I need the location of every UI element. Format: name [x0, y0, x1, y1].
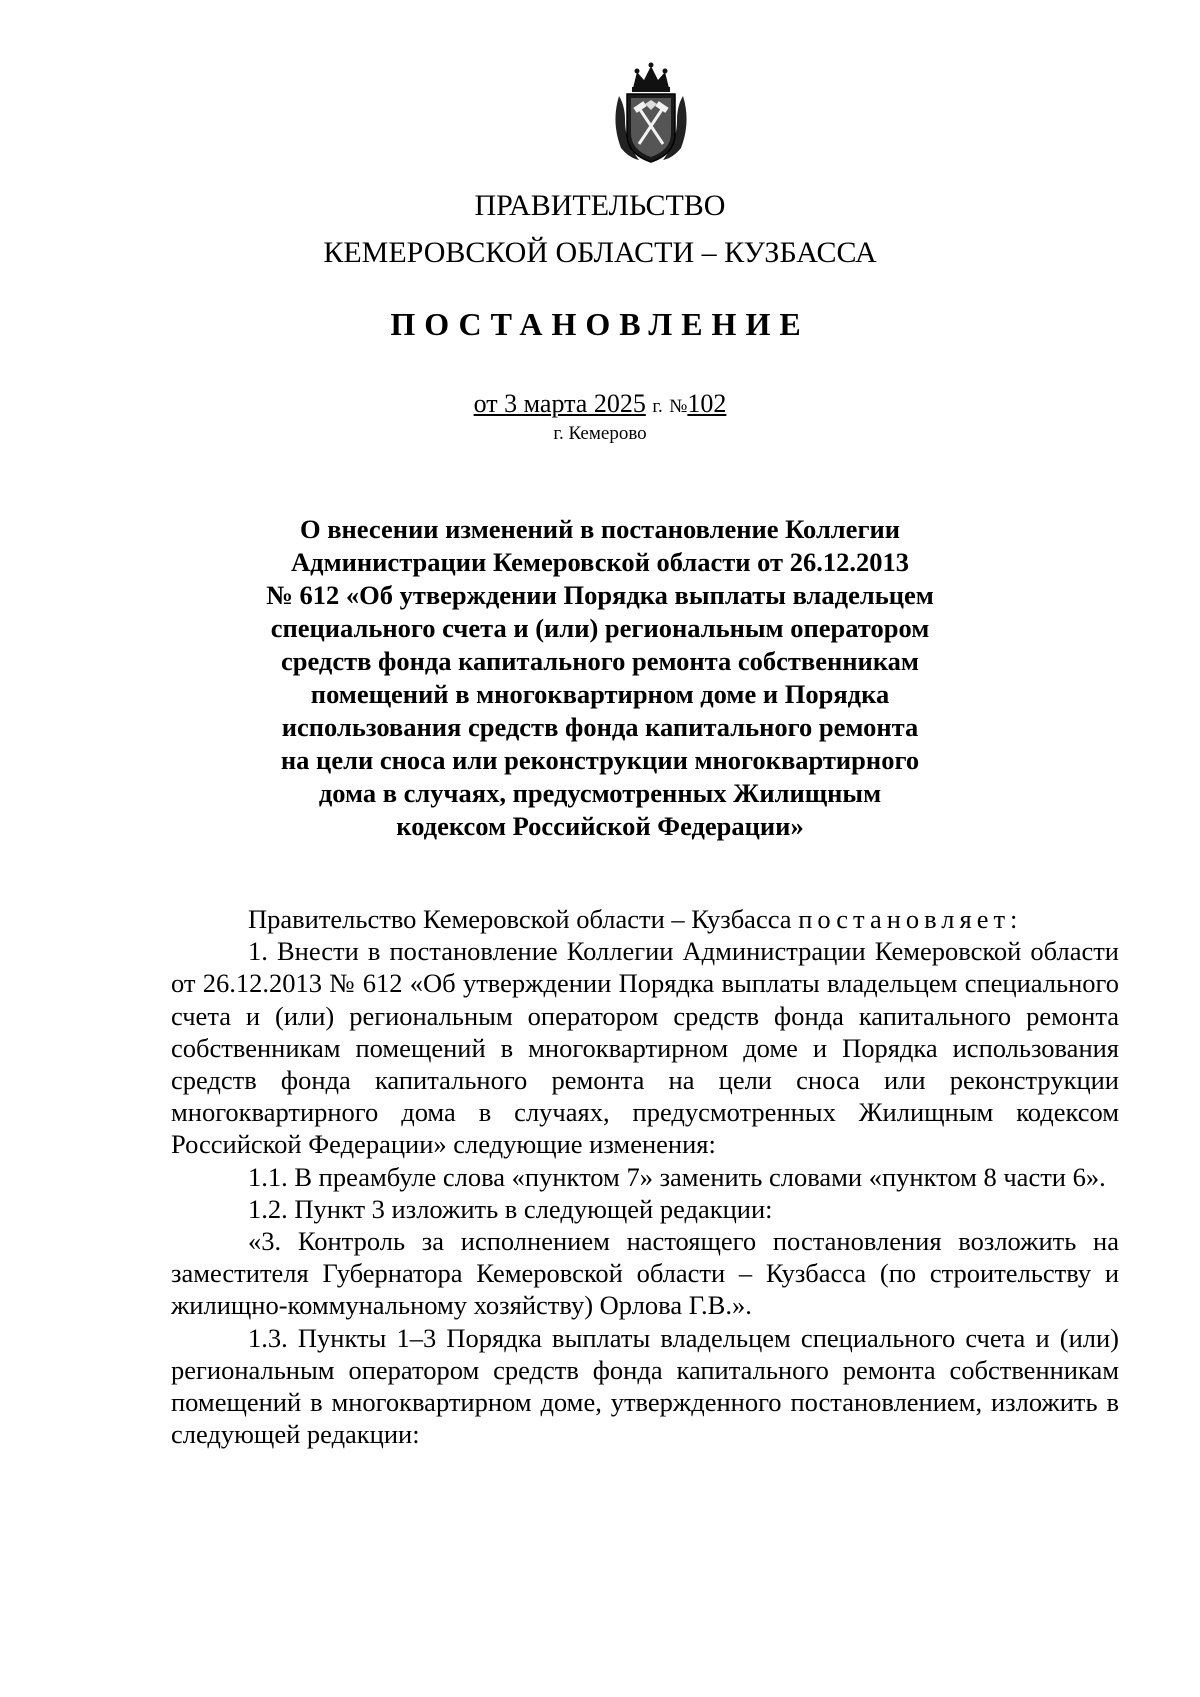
title-line: № 612 «Об утверждении Порядка выплаты владельцем: [266, 580, 934, 610]
paragraph-1-3: 1.3. Пункты 1–3 Порядка выплаты владельцем специального счета и (или) региональным оператором средств фонда капитального ремонта собственникам помещений в многоквартирном доме, утвержденного постановлением, изложить в следующей редакции:: [171, 1322, 1119, 1450]
title-line: на цели сноса или реконструкции многоквартирного: [280, 745, 920, 775]
year-suffix: г.: [652, 396, 663, 417]
number-sign: №: [669, 396, 688, 417]
title-line: помещений в многоквартирном доме и Порядка: [310, 679, 890, 709]
document-date-number: [0, 388, 1200, 423]
paragraph-1-1: 1.1. В преамбуле слова «пунктом 7» заменить словами «пунктом 8 части 6».: [248, 1161, 1106, 1192]
title-line: специального счета и (или) региональным оператором: [270, 613, 930, 643]
paragraph-1: 1. Внести в постановление Коллегии Администрации Кемеровской области от 26.12.2013 № 612 «Об утверждении Порядка выплаты владельцем специального счета и (или) региональным оператором средств фонда капитального ремонта собственникам помещений в многоквартирном доме и Порядка использования средств фонда капитального ремонта на цели сноса или реконструкции многоквартирного дома в случаях, предусмотренных Жилищным кодексом Российской Федерации» следующие изменения:: [171, 936, 1119, 1160]
document-city: г. Кемерово: [553, 423, 647, 444]
title-line: дома в случаях, предусмотренных Жилищным: [318, 778, 882, 808]
title-line: использования средств фонда капитального ремонта: [281, 712, 919, 742]
title-line: О внесении изменений в постановление Коллегии: [299, 514, 901, 544]
preamble-text: Правительство Кемеровской области – Кузбасса: [248, 904, 792, 934]
coat-of-arms-icon: [609, 62, 693, 164]
paragraph-quote-3: «3. Контроль за исполнением настоящего постановления возложить на заместителя Губернатора Кемеровской области – Кузбасса (по строительству и жилищно-коммунальному хозяйству) Орлова Г.В.».: [171, 1226, 1119, 1321]
organization-name-line2: КЕМЕРОВСКОЙ ОБЛАСТИ – КУЗБАССА: [323, 236, 877, 269]
paragraph-1-2: 1.2. Пункт 3 изложить в следующей редакции:: [248, 1193, 773, 1224]
organization-name-line1: ПРАВИТЕЛЬСТВО: [474, 189, 726, 222]
document-title: [230, 513, 970, 843]
document-type: ПОСТАНОВЛЕНИЕ: [390, 306, 810, 342]
document-date: от 3 марта 2025: [473, 389, 646, 418]
title-line: Администрации Кемеровской области от 26.12.2013: [291, 547, 909, 577]
title-line: кодексом Российской Федерации»: [396, 811, 804, 841]
document-number: 102: [687, 389, 727, 418]
preamble-verb: постановляет:: [798, 904, 1023, 934]
title-line: средств фонда капитального ремонта собственникам: [281, 646, 919, 676]
document-body: [171, 903, 1119, 1450]
preamble-paragraph: [171, 903, 1119, 935]
